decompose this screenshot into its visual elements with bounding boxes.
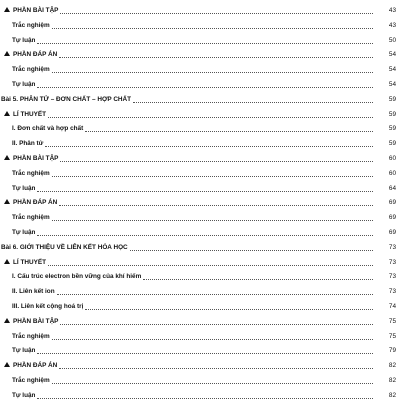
dot-leader [37,397,373,399]
toc-page-number: 59 [388,95,396,103]
toc-page-number: 50 [388,36,396,44]
toc-entry-label: III. Liên kết cộng hoá trị [12,303,84,310]
toc-entry-title [0,392,35,400]
toc-page-number: 73 [388,258,396,266]
toc-page-number: 69 [388,214,396,222]
toc-entry-label: PHẦN ĐÁP ÁN [13,362,58,370]
toc-page-number: 82 [388,362,396,370]
toc-page-number: 73 [388,273,396,281]
toc-page-number: 60 [388,169,396,177]
toc-page-number: 82 [388,391,396,399]
toc-page-number: 69 [388,199,396,207]
toc-entry-label: LÍ THUYẾT [13,110,47,118]
toc-page-number: 43 [388,7,396,14]
toc-page-number: 75 [388,332,396,340]
toc-entry-item [0,381,400,400]
toc-page-number: 75 [388,317,396,325]
toc-page-number: 59 [388,125,396,133]
toc-entry-label: Tự luận [12,184,36,192]
toc-entry-label: Trắc nghiệm [12,377,50,384]
toc-entry-label: PHẦN BÀI TẬP [13,155,59,162]
toc-page-number: 79 [388,347,396,355]
toc-entry-label: Tự luận [12,36,36,44]
toc-page-number: 69 [388,229,396,236]
toc-entry-label: Trắc nghiệm [12,169,50,177]
toc-page-number: 59 [388,140,396,148]
toc-entry-label: LÍ THUYẾT [13,258,47,266]
toc-page-number: 64 [388,184,396,192]
toc-page-number: 73 [388,243,396,251]
toc-entry-label: PHẦN ĐÁP ÁN [13,51,58,59]
toc-page-number: 74 [388,303,396,310]
toc-entry-label: PHẦN BÀI TẬP [13,317,59,325]
toc-entry-label: Trắc nghiệm [12,214,50,222]
toc-entry-label: Tự luận [12,229,36,236]
toc-entry-label: Tự luận [12,81,36,88]
toc-entry-label: II. Phân tử [12,140,44,148]
toc-entry-label: I. Cấu trúc electron bền vững của khí hiếm [12,273,142,281]
toc-entry-label: PHẦN BÀI TẬP [13,7,59,14]
toc-entry-label: PHẦN ĐÁP ÁN [13,199,58,207]
toc-entry-label: Trắc nghiệm [12,332,50,340]
toc-page-number: 43 [388,21,396,29]
toc-entry-label: Tự luận [12,347,36,355]
toc-entry-label: Tự luận [12,391,36,399]
toc-page-number: 73 [388,288,396,296]
toc-page-number: 54 [388,81,396,88]
toc-entry-label: Bài 6. GIỚI THIỆU VỀ LIÊN KẾT HÓA HỌC [1,243,128,251]
toc-entry-label: I. Đơn chất và hợp chất [12,125,84,133]
toc-entry-label: Trắc nghiệm [12,21,50,29]
toc-page-number: 54 [388,66,396,74]
toc-page-number: 60 [388,155,396,162]
toc-entry-label: Trắc nghiệm [12,66,50,74]
toc-entry-label: Bài 5. PHÂN TỬ – ĐƠN CHẤT – HỢP CHẤT [1,95,132,103]
toc-page-number: 82 [388,377,396,384]
toc-entry-label: II. Liên kết ion [12,288,55,296]
toc-page-number: 54 [388,51,396,59]
toc-page-number: 59 [388,110,396,118]
